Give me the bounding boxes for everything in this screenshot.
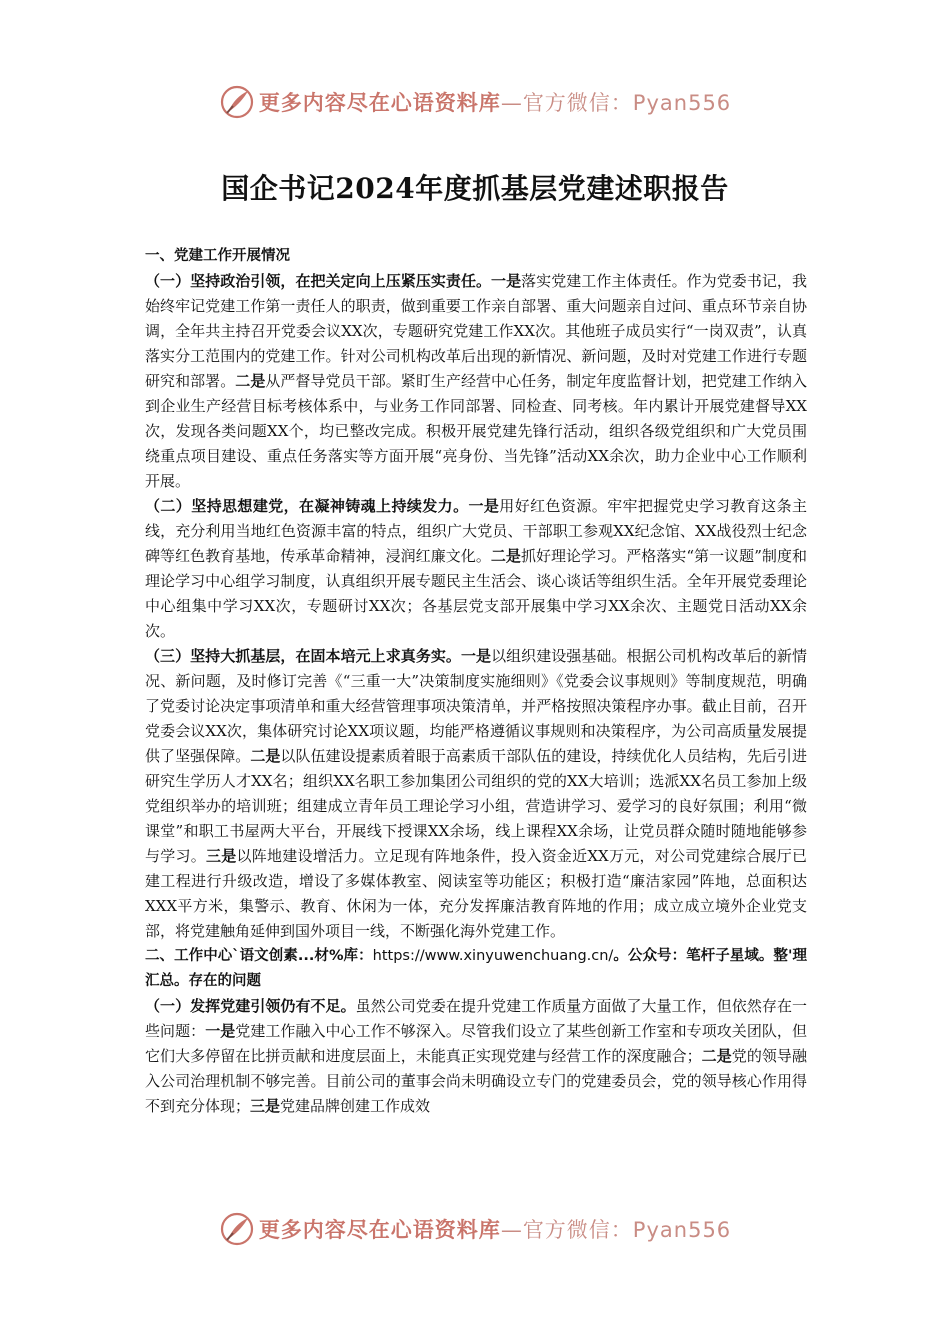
paragraph-text: 从严督导党员干部。紧盯生产经营中心任务，制定年度监督计划，把党建工作纳入到企业生产经营目标考核体系中，与业务工作同部署、同检查、同考核。年内累计开展党建督导XX次，发现各类问题XX个，均已整改完成。积极开展党建先锋行活动，组织各级党组织和广大党员围绕重点项目建设、重点任务落实等方面开展“亮身份、当先锋”活动XX余次，助力企业中心工作顺利开展。: [145, 372, 807, 490]
paragraph-text: 党建品牌创建工作成效: [280, 1097, 431, 1115]
header-watermark-banner: [0, 82, 950, 122]
marker-first: 一是: [205, 1022, 236, 1040]
marker-first: 一是: [460, 647, 492, 665]
paragraph-text: 虽然公司党委在提升党建工作质量方面做了大量工作，但依然存在一些问题：: [145, 997, 807, 1040]
marker-second: 二是: [701, 1047, 732, 1065]
quill-logo-icon: [219, 84, 255, 120]
subheading-1-2: （二）坚持思想建党，在凝神铸魂上持续发力。: [145, 497, 469, 515]
paragraph-text: 用好红色资源。牢牢把握党史学习教育这条主线，充分利用当地红色资源丰富的特点，组织广大党员、干部职工参观XX纪念馆、XX战役烈士纪念碑等红色教育基地，传承革命精神，浸润红廉文化。: [145, 497, 807, 565]
section-heading-2: [145, 944, 807, 994]
subheading-1-1: （一）坚持政治引领，在把关定向上压紧压实责任。: [145, 272, 492, 290]
website-url: https://www.xinyuwenchuang.cn/: [372, 948, 614, 964]
watermark-wechat: —官方微信：Pyan556: [500, 1218, 732, 1242]
paragraph-2-1: [145, 994, 807, 1119]
watermark-wechat: —官方微信：Pyan556: [500, 91, 732, 115]
document-body: [145, 244, 807, 1119]
paragraph-text: 抓好理论学习。严格落实“第一议题”制度和理论学习中心组学习制度，认真组织开展专题民主生活会、谈心谈话等组织生活。全年开展党委理论中心组集中学习XX次，专题研讨XX次；各基层党支部开展集中学习XX余次、主题党日活动XX余次。: [145, 547, 807, 640]
marker-second: 二是: [235, 372, 266, 390]
subheading-2-1: （一）发挥党建引领仍有不足。: [145, 997, 356, 1015]
watermark-text: [259, 87, 731, 117]
section-heading-1: 一、党建工作开展情况: [145, 248, 290, 264]
watermark-text: [259, 1214, 731, 1244]
paragraph-1-2: [145, 494, 807, 644]
paragraph-text: 以阵地建设增活力。立足现有阵地条件，投入资金近XX万元，对公司党建综合展厅已建工程进行升级改造，增设了多媒体教室、阅读室等功能区；积极打造“廉洁家园”阵地，总面积达XXX平方米，集警示、教育、休闲为一体，充分发挥廉洁教育阵地的作用；成立成立境外企业党支部，将党建触角延伸到国外项目一线，不断强化海外党建工作。: [145, 847, 807, 940]
watermark-main: 更多内容尽在心语资料库: [258, 91, 501, 115]
marker-third: 三是: [250, 1097, 281, 1115]
paragraph-text: 党建工作融入中心工作不够深入。尽管我们设立了某些创新工作室和专项攻关团队，但它们大多停留在比拼贡献和进度层面上，未能真正实现党建与经营工作的深度融合；: [145, 1022, 807, 1065]
paragraph-text: 以组织建设强基础。根据公司机构改革后的新情况、新问题，及时修订完善《“三重一大”决策制度实施细则》《党委会议事规则》等制度规范，明确了党委讨论决定事项清单和重大经营管理事项决策清单，并严格按照决策程序办事。截止目前，召开党委会议XX次，集体研究讨论XX项议题，均能严格遵循议事规则和决策程序，为公司高质量发展提供了坚强保障。: [145, 647, 807, 765]
subheading-1-3: （三）坚持大抓基层，在固本培元上求真务实。: [145, 647, 461, 665]
quill-logo-icon: [219, 1211, 255, 1247]
footer-watermark-banner: [0, 1209, 950, 1249]
marker-first: 一是: [491, 272, 522, 290]
document-title: 国企书记2024年度抓基层党建述职报告: [221, 171, 729, 205]
heading-text: 。公众号：笔杆子星域。整'理汇总。存在的问题: [145, 948, 807, 989]
paragraph-1-1: [145, 269, 807, 494]
paragraph-text: 以队伍建设提素质着眼于高素质干部队伍的建设，持续优化人员结构，先后引进研究生学历人才XX名；组织XX名职工参加集团公司组织的党的XX大培训；选派XX名员工参加上级党组织举办的培训班；组建成立青年员工理论学习小组，营造讲学习、爱学习的良好氛围；利用“微课堂”和职工书屋两大平台，开展线下授课XX余场，线上课程XX余场，让党员群众随时随地能够参与学习。: [145, 747, 807, 865]
marker-first: 一是: [468, 497, 500, 515]
marker-third: 三是: [206, 847, 237, 865]
paragraph-1-3: [145, 644, 807, 944]
paragraph-text: 落实党建工作主体责任。作为党委书记，我始终牢记党建工作第一责任人的职责，做到重要工作亲自部署、重大问题亲自过问、重点环节亲自协调，全年共主持召开党委会议XX次，专题研究党建工作XX次。其他班子成员实行“一岗双责”，认真落实分工范围内的党建工作。针对公司机构改革后出现的新情况、新问题，及时对党建工作进行专题研究和部署。: [145, 272, 807, 390]
watermark-main: 更多内容尽在心语资料库: [258, 1218, 501, 1242]
marker-second: 二是: [250, 747, 281, 765]
paragraph-text: 党的领导融入公司治理机制不够完善。目前公司的董事会尚未明确设立专门的党建委员会，党的领导核心作用得不到充分体现；: [145, 1047, 807, 1115]
heading-text: 二、工作中心`语文创素...材%库：: [145, 948, 373, 964]
marker-second: 二是: [490, 547, 521, 565]
